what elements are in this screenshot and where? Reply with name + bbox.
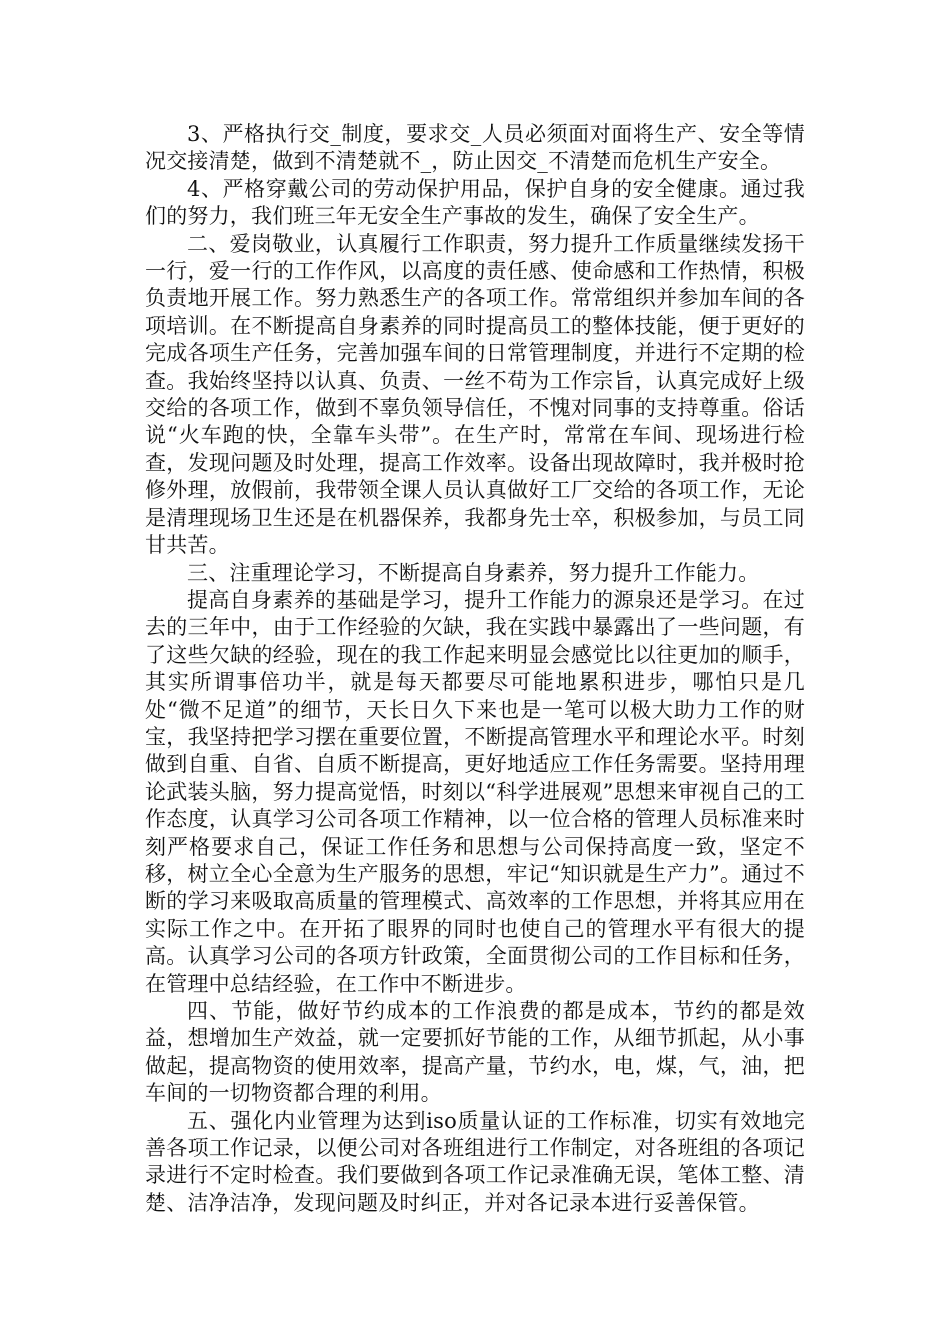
document-body bbox=[145, 121, 805, 1217]
paragraph-section-4: 四、节能，做好节约成本的工作浪费的都是成本，节约的都是效益，想增加生产效益，就一定要抓好节能的工作，从细节抓起，从小事做起，提高物资的使用效率，提高产量，节约水，电，煤，气，油，把车间的一切物资都合理的利用。 bbox=[145, 999, 805, 1106]
paragraph-section-2: 二、爱岗敬业，认真履行工作职责，努力提升工作质量继续发扬干一行，爱一行的工作作风，以高度的责任感、使命感和工作热情，积极负责地开展工作。努力熟悉生产的各项工作。常常组织并参加车间的各项培训。在不断提高自身素养的同时提高员工的整体技能，便于更好的完成各项生产任务，完善加强车间的日常管理制度，并进行不定期的检查。我始终坚持以认真、负责、一丝不苟为工作宗旨，认真完成好上级交给的各项工作，做到不辜负领导信任，不愧对同事的支持尊重。俗话说“火车跑的快，全靠车头带”。在生产时，常常在车间、现场进行检查，发现问题及时处理，提高工作效率。设备出现故障时，我并极时抢修外理，放假前，我带领全课人员认真做好工厂交给的各项工作，无论是清理现场卫生还是在机器保养，我都身先士卒，积极参加，与员工同甘共苦。 bbox=[145, 231, 805, 558]
paragraph-item-4: 4、严格穿戴公司的劳动保护用品，保护自身的安全健康。通过我们的努力，我们班三年无安全生产事故的发生，确保了安全生产。 bbox=[145, 176, 805, 229]
paragraph-item-3: 3、严格执行交_制度，要求交_人员必须面对面将生产、安全等情况交接清楚，做到不清楚就不_，防止因交_不清楚而危机生产安全。 bbox=[145, 122, 805, 174]
paragraph-section-3-heading: 三、注重理论学习，不断提高自身素养，努力提升工作能力。 bbox=[187, 560, 760, 585]
paragraph-section-5: 五、强化内业管理为达到iso质量认证的工作标准，切实有效地完善各项工作记录，以便公司对各班组进行工作制定，对各班组的各项记录进行不定时检查。我们要做到各项工作记录准确无误，笔体工整、清楚、洁净洁净，发现问题及时纠正，并对各记录本进行妥善保管。 bbox=[145, 1108, 805, 1215]
paragraph-section-3-body: 提高自身素养的基础是学习，提升工作能力的源泉还是学习。在过去的三年中，由于工作经验的欠缺，我在实践中暴露出了一些问题，有了这些欠缺的经验，现在的我工作起来明显会感觉比以往更加的顺手，其实所谓事倍功半，就是每天都要尽可能地累积进步，哪怕只是几处“微不足道”的细节，天长日久下来也是一笔可以极大助力工作的财宝，我坚持把学习摆在重要位置，不断提高管理水平和理论水平。时刻做到自重、自省、自质不断提高，更好地适应工作任务需要。坚持用理论武装头脑，努力提高觉悟，时刻以“科学进展观”思想来审视自己的工作态度，认真学习公司各项工作精神，以一位合格的管理人员标准来时刻严格要求自己，保证工作任务和思想与公司保持高度一致，坚定不移，树立全心全意为生产服务的思想，牢记“知识就是生产力”。通过不断的学习来吸取高质量的管理模式、高效率的工作思想，并将其应用在实际工作之中。在开拓了眼界的同时也使自己的管理水平有很大的提高。认真学习公司的各项方针政策，全面贯彻公司的工作目标和任务，在管理中总结经验，在工作中不断进步。 bbox=[145, 587, 805, 996]
